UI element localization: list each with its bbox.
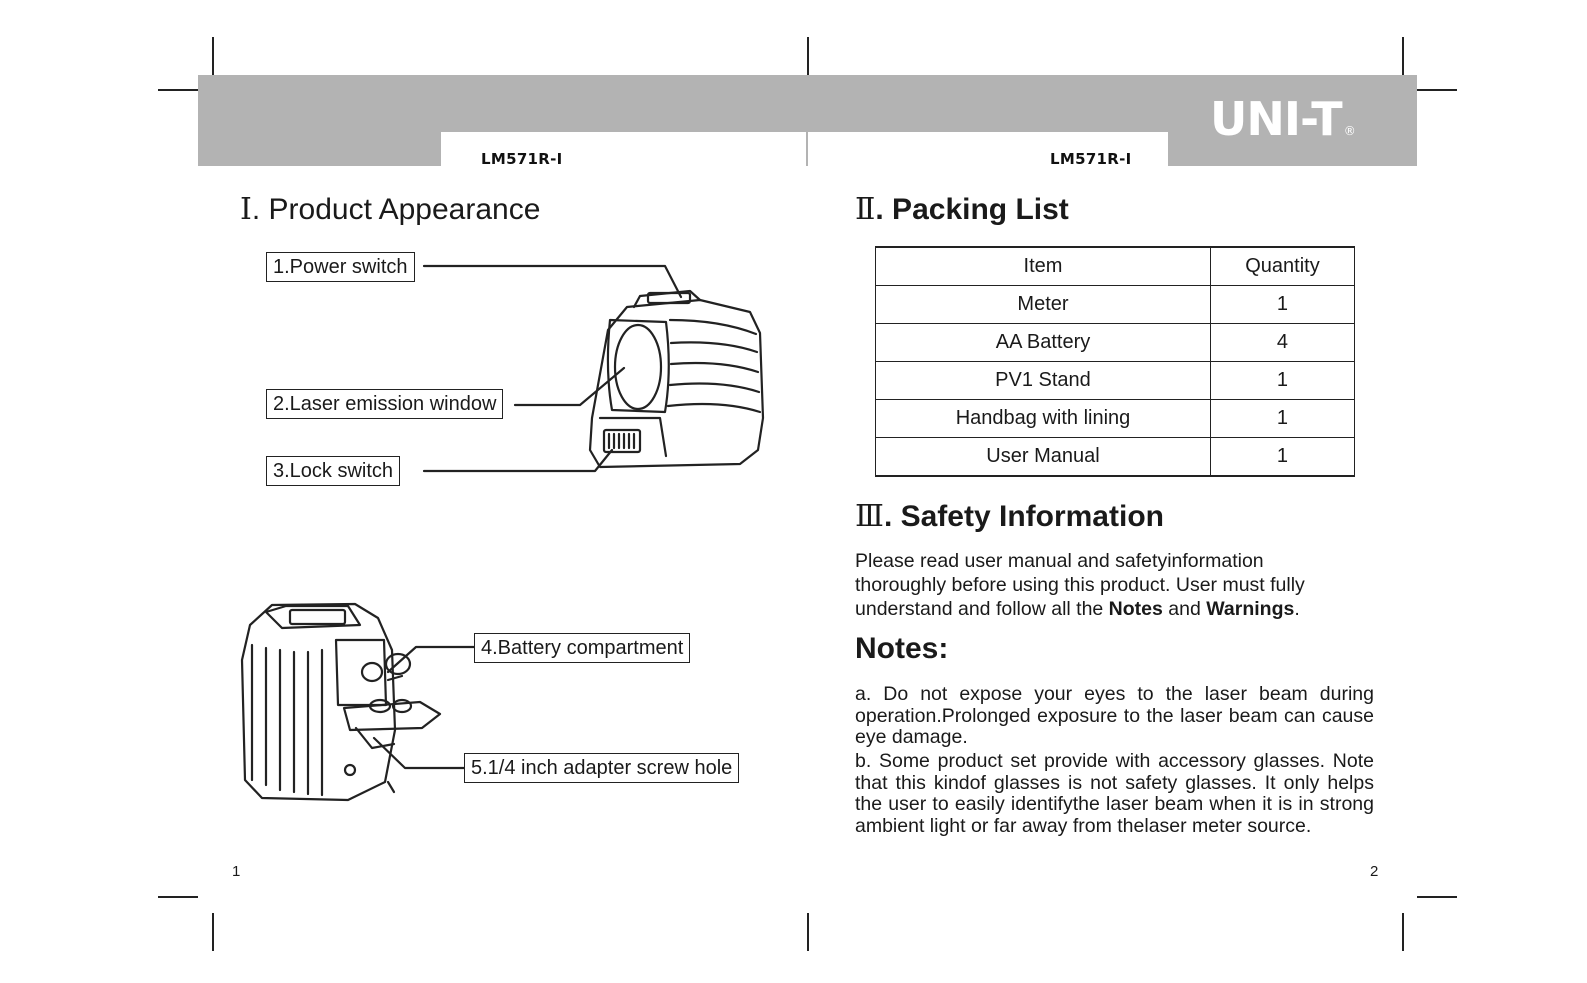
callout-power-switch: 1.Power switch (266, 252, 415, 282)
heading-numeral: Ⅱ (855, 193, 876, 226)
quantity-cell: 1 (1210, 362, 1354, 400)
table-header-row (876, 247, 1355, 286)
crop-mark (1417, 89, 1457, 91)
table-row (876, 324, 1355, 362)
table-row (876, 362, 1355, 400)
callout-laser-emission-window: 2.Laser emission window (266, 389, 503, 419)
item-cell: User Manual (876, 438, 1211, 477)
heading-title: . Packing List (875, 193, 1069, 226)
notes-emphasis: Notes (1108, 598, 1163, 620)
table-row (876, 400, 1355, 438)
item-cell: PV1 Stand (876, 362, 1211, 400)
notes-title: Notes: (855, 632, 949, 665)
packing-list-heading (855, 192, 1069, 228)
laser-device-front (590, 291, 763, 467)
column-header-quantity: Quantity (1210, 247, 1354, 286)
note-b: b. Some product set provide with accessory glasses. Note that this kindof glasses is not safety glasses. It only helps the user to easily identifythe laser beam when it is in strong ambient light or far away from thelaser meter source. (855, 750, 1374, 837)
brand-name: UNI-T (1210, 92, 1342, 146)
item-cell: Handbag with lining (876, 400, 1211, 438)
quantity-cell: 1 (1210, 286, 1354, 324)
heading-title: . Product Appearance (251, 193, 541, 226)
page-number-left: 1 (232, 863, 241, 880)
callout-battery-compartment: 4.Battery compartment (474, 633, 690, 663)
column-header-item: Item (876, 247, 1211, 286)
table-row (876, 438, 1355, 477)
heading-numeral: Ⅰ (240, 193, 252, 226)
brand-mark: ® (1343, 124, 1355, 138)
callout-lock-switch: 3.Lock switch (266, 456, 400, 486)
crop-mark (1402, 913, 1404, 951)
crop-mark (807, 913, 809, 951)
model-label-right: LM571R-I (1050, 150, 1132, 168)
heading-title: . Safety Information (883, 500, 1164, 533)
quantity-cell: 1 (1210, 438, 1354, 477)
crop-mark (1402, 37, 1404, 75)
safety-intro-line: Please read user manual and safetyinformation (855, 550, 1264, 572)
model-label-left: LM571R-I (481, 150, 563, 168)
warnings-emphasis: Warnings (1206, 598, 1295, 620)
safety-information-heading (855, 499, 1164, 535)
quantity-cell: 1 (1210, 400, 1354, 438)
safety-intro-line (855, 597, 1305, 621)
laser-device-rear (242, 604, 440, 800)
safety-intro-line: thoroughly before using this product. User must fully (855, 574, 1305, 596)
page-number-right: 2 (1370, 863, 1379, 880)
item-cell: Meter (876, 286, 1211, 324)
table-row (876, 286, 1355, 324)
safety-intro-text: and (1162, 598, 1207, 620)
crop-mark (1417, 896, 1457, 898)
quantity-cell: 4 (1210, 324, 1354, 362)
safety-intro-text: understand and follow all the (855, 598, 1109, 620)
safety-intro-text: . (1294, 598, 1300, 620)
callout-adapter-screw-hole: 5.1/4 inch adapter screw hole (464, 753, 739, 783)
note-a: a. Do not expose your eyes to the laser beam during operation.Prolonged exposure to the laser beam can cause eye damage. (855, 683, 1374, 748)
packing-list-table (875, 246, 1355, 477)
brand-logo (1210, 92, 1355, 146)
heading-numeral: Ⅲ (855, 500, 884, 533)
crop-mark (807, 37, 809, 75)
item-cell: AA Battery (876, 324, 1211, 362)
safety-intro (855, 549, 1305, 621)
